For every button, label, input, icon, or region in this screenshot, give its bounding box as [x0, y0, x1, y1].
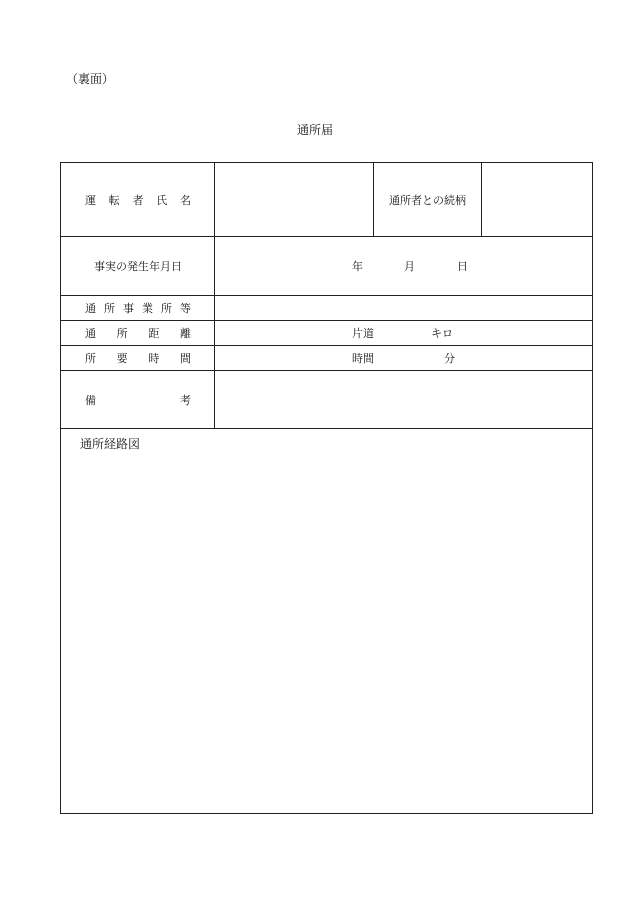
route-map-label: 通所経路図	[80, 437, 141, 451]
driver-name-row	[61, 163, 592, 237]
date-row	[61, 237, 592, 296]
date-year-unit: 年	[352, 260, 363, 273]
side-label: （裏面）	[66, 72, 115, 86]
driver-name-field[interactable]	[215, 163, 373, 236]
time-row	[61, 346, 592, 371]
date-day-unit: 日	[457, 260, 468, 273]
route-map-area[interactable]	[61, 429, 592, 813]
distance-field[interactable]	[215, 321, 592, 345]
remarks-row	[61, 371, 592, 429]
relation-field[interactable]	[482, 163, 592, 236]
office-field[interactable]	[215, 296, 592, 320]
office-row	[61, 296, 592, 321]
time-minutes-unit: 分	[444, 352, 455, 365]
office-label: 通 所 事 業 所 等	[85, 302, 191, 315]
date-month-unit: 月	[404, 260, 415, 273]
distance-label: 通 所 距 離	[85, 327, 191, 340]
remarks-label: 備 考	[85, 393, 191, 407]
distance-row	[61, 321, 592, 346]
time-field[interactable]	[215, 346, 592, 370]
date-label: 事実の発生年月日	[94, 260, 182, 273]
time-label: 所 要 時 間	[85, 352, 191, 365]
commute-form	[60, 162, 593, 814]
driver-name-label: 運 転 者 氏 名	[85, 193, 191, 207]
remarks-field[interactable]	[215, 371, 592, 428]
date-field[interactable]	[215, 237, 592, 295]
time-hours-unit: 時間	[352, 352, 374, 365]
distance-oneway-label: 片道	[352, 327, 374, 340]
relation-label: 通所者との続柄	[389, 193, 466, 207]
distance-unit: キロ	[431, 327, 453, 340]
page-title: 通所届	[296, 123, 333, 137]
